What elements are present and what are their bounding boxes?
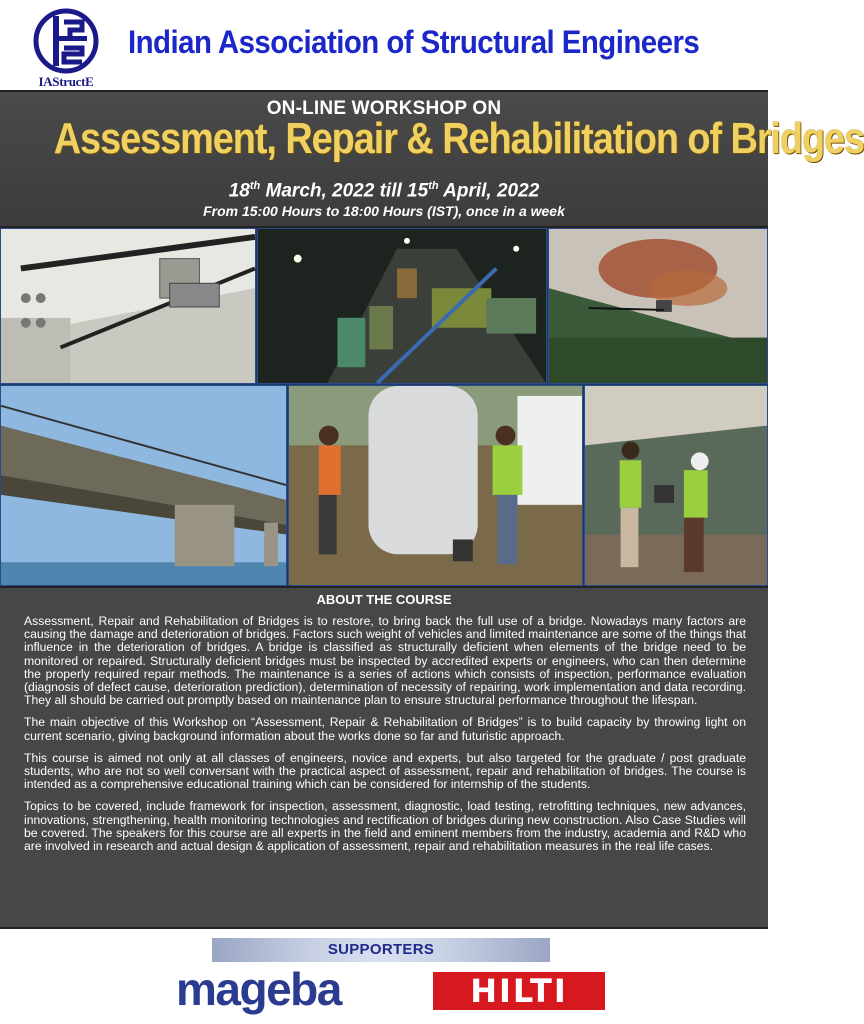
photo-concrete-sensor — [548, 228, 768, 384]
iastructe-logo — [26, 8, 106, 88]
workshop-pretitle: ON-LINE WORKSHOP ON — [266, 98, 502, 119]
workshop-hours: From 15:00 Hours to 18:00 Hours (IST), once in a week — [203, 203, 565, 219]
workshop-dates — [0, 180, 768, 202]
org-title: Indian Association of Structural Engineers — [128, 24, 700, 60]
iastructe-emblem-icon — [28, 8, 104, 74]
photo-bridge-river — [0, 385, 287, 586]
about-paragraphs — [24, 615, 746, 862]
date-start-rest: March, 2022 till — [260, 180, 408, 202]
date-start-suffix: th — [249, 180, 261, 192]
photo-engineers-underdeck — [584, 385, 768, 586]
photo-bridge-bearing — [0, 228, 256, 384]
date-end-suffix: th — [428, 180, 439, 192]
logo-text: IAStructE — [38, 74, 94, 89]
date-start-day: 18 — [228, 180, 250, 202]
photo-engineers-pier — [288, 385, 583, 586]
supporters-bar — [212, 938, 550, 962]
about-paragraph: The main objective of this Workshop on “Assessment, Repair & Rehabilitation of Bridges” is to build capacity by throwing light on current scenario, giving background information about the works done so far and futuristic approach. — [24, 715, 746, 743]
date-end-rest: April, 2022 — [438, 180, 540, 202]
supporters-label: SUPPORTERS — [327, 941, 435, 958]
about-heading: ABOUT THE COURSE — [316, 592, 452, 607]
photo-collage — [0, 228, 768, 586]
date-end-day: 15 — [407, 180, 429, 202]
photo-traffic-night — [257, 228, 547, 384]
title-band — [0, 90, 864, 228]
about-paragraph: This course is aimed not only at all classes of engineers, novice and experts, but also targeted for the graduate / post graduate students, who are not so well conversant with the practical aspect of assessment, repair and rehabilitation of bridges. The course is intended as a comprehensive educational training which can be considered for internship of the students. — [24, 750, 746, 792]
mageba-logo: mageba — [176, 963, 341, 1015]
about-paragraph: Topics to be covered, include framework for inspection, assessment, diagnostic, load testing, retrofitting techniques, new advances, innovations, strengthening, health monitoring technologies and rectification of bridges during new construction. Also Case Studies will be covered. The speakers for this course are all experts in the field and eminent members from the industry, academia and R&D who are involved in research and actual design & application of assessment, repair and rehabilitation measures in the real life cases. — [24, 799, 746, 854]
workshop-title: Assessment, Repair & Rehabilitation of Bridges — [53, 114, 864, 163]
about-section — [0, 586, 768, 929]
about-paragraph: Assessment, Repair and Rehabilitation of Bridges is to restore, to bring back the full use of a bridge. Nowadays many factors are causing the damage and deterioration of bridges. Factors such weight of vehicles and limited maintenance are some of the things that influence in the deterioration of bridges. A bridge is classified as structurally deficient when elements of the bridge need to be monitored or repaired. Structurally deficient bridges must be inspected by accredited experts or engineers, who can then determine the properly required repair methods. The maintenance is a series of actions which consists of inspection, performance evaluation (diagnosis of defect cause, deterioration prediction), determination of necessity of repairing, work implementation and data recording. They all should be carried out promptly based on maintenance plan to ensure structural performance throughout the lifespan. — [24, 614, 746, 708]
header — [0, 0, 768, 90]
hilti-logo: HILTI — [433, 972, 605, 1010]
